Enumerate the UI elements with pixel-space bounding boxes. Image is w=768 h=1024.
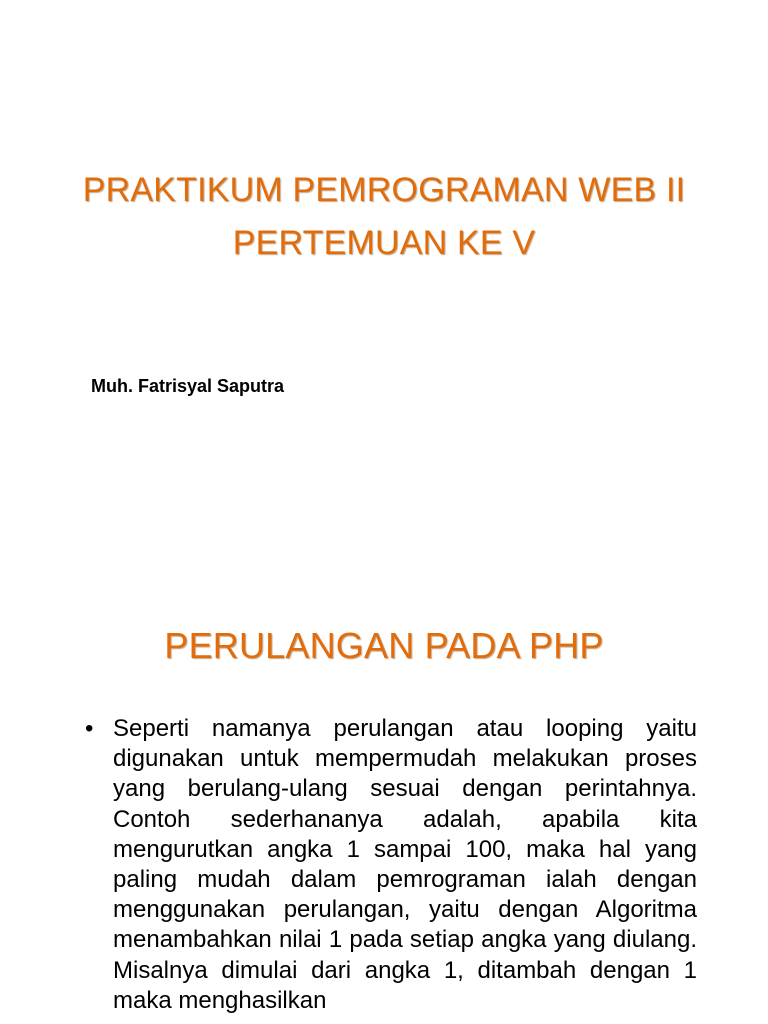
bullet-item xyxy=(85,714,697,1016)
presentation-title-line-1: PRAKTIKUM PEMROGRAMAN WEB II xyxy=(82,171,686,209)
presentation-title-line-2: PERTEMUAN KE V xyxy=(232,224,536,262)
bullet-dot-icon: • xyxy=(85,715,94,742)
author-name: Muh. Fatrisyal Saputra xyxy=(91,376,285,396)
bullet-text: Seperti namanya perulangan atau looping yaitu digunakan untuk mempermudah melakukan proses yang berulang-ulang sesuai dengan perintahnya. Contoh sederhananya adalah, apabila kita mengurutkan angka 1 sampai 100, maka hal yang paling mudah dalam pemrograman ialah dengan menggunakan perulangan, yaitu dengan Algoritma menambahkan nilai 1 pada setiap angka yang diulang. Misalnya dimulai dari angka 1, ditambah dengan 1 maka menghasilkan xyxy=(113,715,697,1014)
content-slide xyxy=(0,576,768,1024)
bullet-list xyxy=(85,714,697,1016)
section-title: PERULANGAN PADA PHP xyxy=(164,625,604,666)
presentation-title xyxy=(0,164,768,270)
